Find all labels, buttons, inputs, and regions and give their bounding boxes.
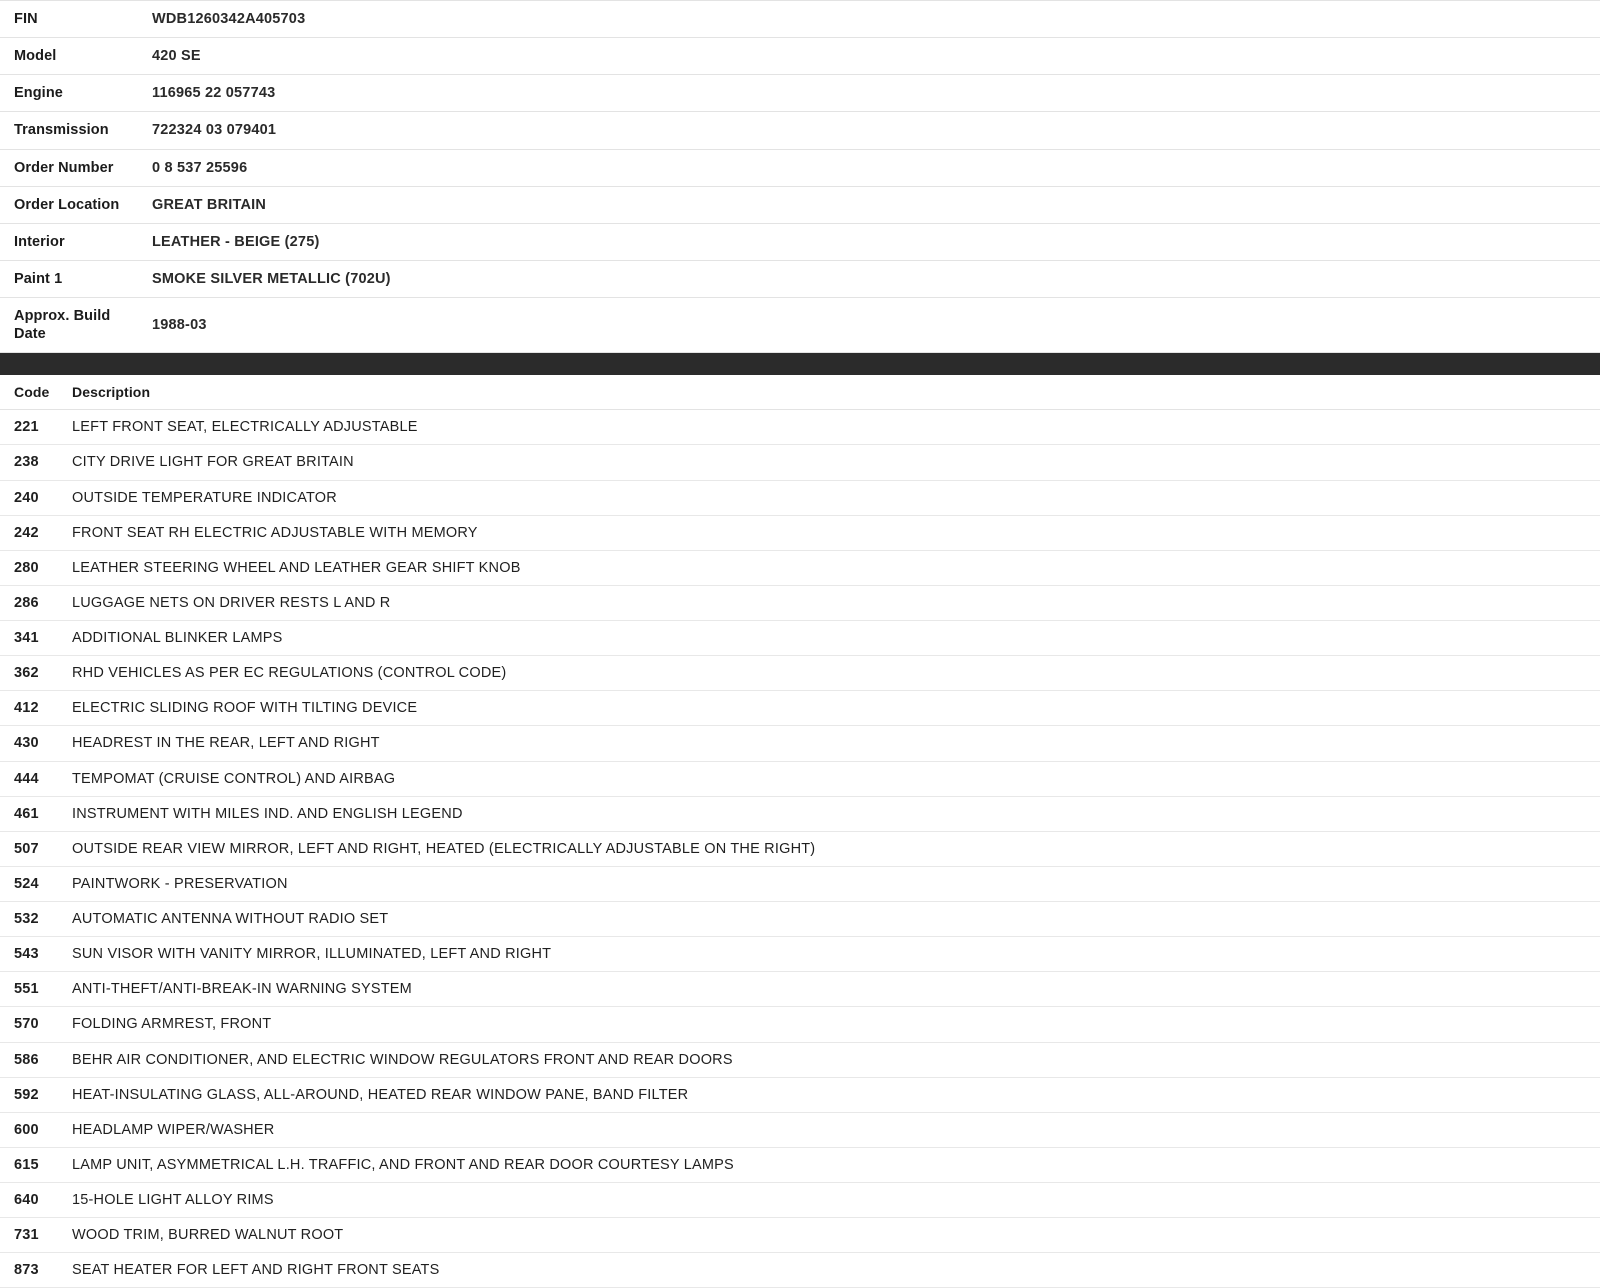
option-code: 461 xyxy=(14,805,39,822)
option-code: 873 xyxy=(14,1262,39,1279)
table-row xyxy=(0,726,1600,761)
spec-row-value: SMOKE SILVER METALLIC (702U) xyxy=(152,270,391,287)
table-row xyxy=(0,480,1600,515)
option-code: 341 xyxy=(14,630,39,646)
table-row xyxy=(0,972,1600,1007)
option-description: ADDITIONAL BLINKER LAMPS xyxy=(72,630,283,646)
spec-row-value: WDB1260342A405703 xyxy=(152,11,306,27)
option-codes-header-row xyxy=(0,375,1600,410)
option-code: 586 xyxy=(14,1051,39,1068)
table-row xyxy=(0,761,1600,796)
table-row xyxy=(0,902,1600,937)
option-code: 412 xyxy=(14,700,39,717)
option-description: WOOD TRIM, BURRED WALNUT ROOT xyxy=(72,1227,344,1244)
spec-row-value: 722324 03 079401 xyxy=(152,122,277,139)
table-row xyxy=(0,515,1600,550)
table-row xyxy=(0,1253,1600,1288)
table-row xyxy=(0,1007,1600,1042)
spec-row-label: Transmission xyxy=(14,122,109,139)
spec-row-label: Paint 1 xyxy=(14,270,63,287)
option-code: 286 xyxy=(14,594,39,611)
option-code: 444 xyxy=(14,770,39,787)
option-code: 600 xyxy=(14,1121,39,1138)
table-row xyxy=(0,445,1600,480)
table-row xyxy=(0,410,1600,445)
option-description: HEADREST IN THE REAR, LEFT AND RIGHT xyxy=(72,735,380,752)
spec-row-label: Engine xyxy=(14,85,63,102)
spec-row xyxy=(0,260,1600,297)
option-description: CITY DRIVE LIGHT FOR GREAT BRITAIN xyxy=(72,454,354,471)
option-code: 221 xyxy=(14,419,39,436)
spec-row xyxy=(0,298,1600,353)
option-code: 592 xyxy=(14,1086,39,1103)
option-description: LEATHER STEERING WHEEL AND LEATHER GEAR SHIFT KNOB xyxy=(72,559,521,576)
spec-row xyxy=(0,149,1600,186)
option-code: 362 xyxy=(14,665,39,682)
vehicle-spec-table xyxy=(0,0,1600,353)
option-description: 15-HOLE LIGHT ALLOY RIMS xyxy=(72,1192,274,1208)
option-code: 615 xyxy=(14,1156,39,1173)
option-code: 640 xyxy=(14,1192,39,1208)
spec-row xyxy=(0,223,1600,260)
option-code: 238 xyxy=(14,454,39,471)
spec-row-label: Order Location xyxy=(14,196,120,213)
table-row xyxy=(0,656,1600,691)
table-row xyxy=(0,585,1600,620)
column-header-description: Description xyxy=(72,384,151,401)
option-description: TEMPOMAT (CRUISE CONTROL) AND AIRBAG xyxy=(72,770,396,787)
option-description: HEAT-INSULATING GLASS, ALL-AROUND, HEATED REAR WINDOW PANE, BAND FILTER xyxy=(72,1086,689,1103)
option-description: AUTOMATIC ANTENNA WITHOUT RADIO SET xyxy=(72,911,389,927)
spec-row-value: LEATHER - BEIGE (275) xyxy=(152,233,320,250)
spec-row xyxy=(0,1,1600,38)
vehicle-spec-body xyxy=(0,1,1600,353)
option-code: 570 xyxy=(14,1016,39,1033)
option-code: 731 xyxy=(14,1227,39,1244)
option-description: RHD VEHICLES AS PER EC REGULATIONS (CONTROL CODE) xyxy=(72,665,507,682)
option-description: SUN VISOR WITH VANITY MIRROR, ILLUMINATED, LEFT AND RIGHT xyxy=(72,946,552,963)
table-row xyxy=(0,796,1600,831)
option-code: 551 xyxy=(14,981,39,998)
option-description: BEHR AIR CONDITIONER, AND ELECTRIC WINDOW REGULATORS FRONT AND REAR DOORS xyxy=(72,1051,733,1068)
spec-row-label: Model xyxy=(14,48,57,65)
option-code: 524 xyxy=(14,875,39,892)
option-description: FOLDING ARMREST, FRONT xyxy=(72,1016,272,1033)
option-code: 240 xyxy=(14,489,39,506)
spec-row-value: 420 SE xyxy=(152,48,201,65)
section-divider-band xyxy=(0,353,1600,375)
option-description: ANTI-THEFT/ANTI-BREAK-IN WARNING SYSTEM xyxy=(72,981,412,998)
table-row xyxy=(0,937,1600,972)
option-code: 543 xyxy=(14,946,39,963)
option-code: 507 xyxy=(14,840,39,857)
option-description: ELECTRIC SLIDING ROOF WITH TILTING DEVICE xyxy=(72,700,418,717)
option-description: LUGGAGE NETS ON DRIVER RESTS L AND R xyxy=(72,594,391,611)
spec-row-value: 1988-03 xyxy=(152,317,207,334)
table-row xyxy=(0,866,1600,901)
option-description: PAINTWORK - PRESERVATION xyxy=(72,875,288,892)
table-row xyxy=(0,1042,1600,1077)
table-row xyxy=(0,550,1600,585)
option-codes-header xyxy=(0,375,1600,410)
spec-row xyxy=(0,75,1600,112)
table-row xyxy=(0,1183,1600,1218)
table-row xyxy=(0,1218,1600,1253)
table-row xyxy=(0,691,1600,726)
spec-row xyxy=(0,38,1600,75)
option-description: LAMP UNIT, ASYMMETRICAL L.H. TRAFFIC, AND FRONT AND REAR DOOR COURTESY LAMPS xyxy=(72,1156,734,1173)
option-codes-table xyxy=(0,375,1600,1288)
table-row xyxy=(0,1147,1600,1182)
spec-row-label: Interior xyxy=(14,233,65,250)
spec-row-label: Approx. Build Date xyxy=(14,308,111,343)
option-description: HEADLAMP WIPER/WASHER xyxy=(72,1121,275,1138)
option-code: 242 xyxy=(14,524,39,541)
column-header-code: Code xyxy=(14,384,50,401)
option-code: 532 xyxy=(14,911,39,927)
option-description: OUTSIDE TEMPERATURE INDICATOR xyxy=(72,489,337,506)
spec-row-label: Order Number xyxy=(14,159,114,176)
option-description: LEFT FRONT SEAT, ELECTRICALLY ADJUSTABLE xyxy=(72,419,418,436)
spec-row-label: FIN xyxy=(14,11,38,27)
table-row xyxy=(0,621,1600,656)
option-code: 430 xyxy=(14,735,39,752)
table-row xyxy=(0,1077,1600,1112)
option-codes-body xyxy=(0,410,1600,1288)
table-row xyxy=(0,1112,1600,1147)
table-row xyxy=(0,831,1600,866)
spec-row-value: 0 8 537 25596 xyxy=(152,159,248,176)
spec-row-value: GREAT BRITAIN xyxy=(152,196,267,213)
option-code: 280 xyxy=(14,559,39,576)
spec-row xyxy=(0,186,1600,223)
option-description: INSTRUMENT WITH MILES IND. AND ENGLISH LEGEND xyxy=(72,805,463,822)
option-description: SEAT HEATER FOR LEFT AND RIGHT FRONT SEATS xyxy=(72,1262,440,1279)
option-description: OUTSIDE REAR VIEW MIRROR, LEFT AND RIGHT, HEATED (ELECTRICALLY ADJUSTABLE ON THE RIGHT) xyxy=(72,840,816,857)
option-description: FRONT SEAT RH ELECTRIC ADJUSTABLE WITH MEMORY xyxy=(72,524,478,541)
spec-row-value: 116965 22 057743 xyxy=(152,85,276,102)
spec-row xyxy=(0,112,1600,149)
